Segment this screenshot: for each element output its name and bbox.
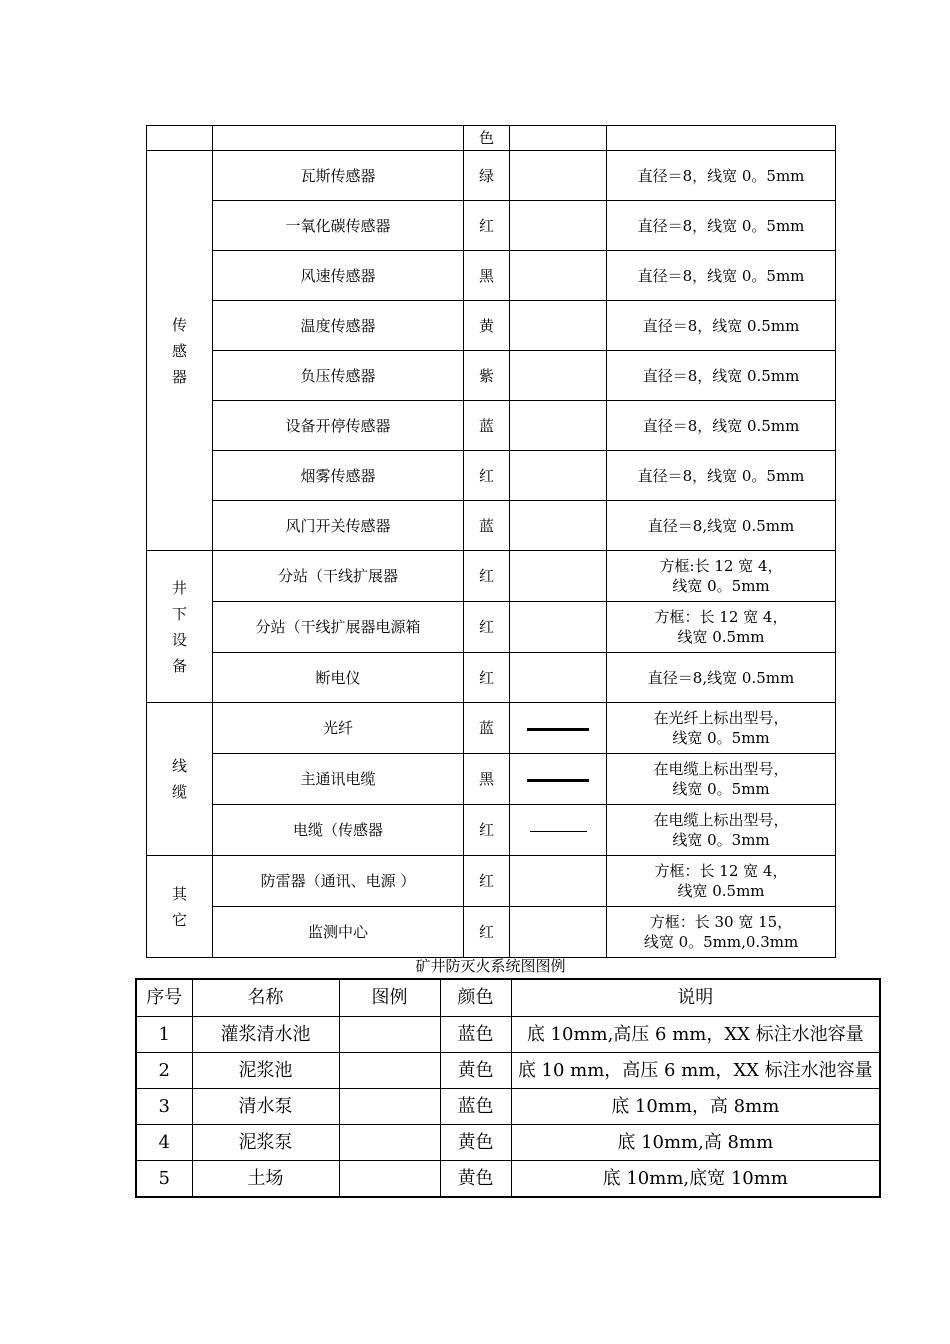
category-char: 其 — [171, 884, 187, 903]
description-line: 线宽 0。5mm,0.3mm — [643, 933, 799, 951]
item-legend-symbol — [510, 856, 607, 907]
cell-name: 土场 — [192, 1161, 339, 1198]
item-description: 直径＝8，线宽 0。5mm — [607, 251, 836, 301]
legend-row — [147, 501, 836, 551]
category-char: 器 — [171, 367, 187, 386]
cell-desc: 底 10mm,高 8mm — [511, 1125, 880, 1161]
item-name: 温度传感器 — [213, 301, 464, 351]
item-description: 直径＝8，线宽 0.5mm — [607, 351, 836, 401]
item-legend-symbol — [510, 201, 607, 251]
item-legend-symbol — [510, 251, 607, 301]
legend-row — [147, 703, 836, 754]
item-legend-symbol — [510, 451, 607, 501]
item-description — [607, 551, 836, 602]
header-cell — [607, 126, 836, 151]
cell-name: 灌浆清水池 — [192, 1017, 339, 1053]
legend-row — [147, 401, 836, 451]
item-name: 分站（干线扩展器电源箱 — [213, 602, 464, 653]
thick-line-icon — [527, 779, 589, 782]
category-char: 设 — [171, 630, 187, 649]
legend-row — [147, 754, 836, 805]
table-row — [136, 1053, 880, 1089]
item-legend-symbol — [510, 703, 607, 754]
cell-name: 清水泵 — [192, 1089, 339, 1125]
item-name: 风门开关传感器 — [213, 501, 464, 551]
legend-row — [147, 201, 836, 251]
cell-index: 3 — [136, 1089, 192, 1125]
description-line: 线宽 0。5mm — [672, 577, 770, 595]
description-line: 在光纤上标出型号， — [653, 709, 789, 727]
description-line: 在电缆上标出型号， — [653, 760, 789, 778]
description-line: 线宽 0。3mm — [672, 831, 770, 849]
header-cell — [147, 126, 213, 151]
thin-line-icon — [530, 831, 587, 832]
cell-name: 泥浆池 — [192, 1053, 339, 1089]
cell-legend — [339, 1089, 440, 1125]
category-char: 井 — [171, 578, 187, 597]
item-description: 直径＝8，线宽 0。5mm — [607, 151, 836, 201]
legend-table-body — [147, 126, 836, 958]
header-cell — [213, 126, 464, 151]
item-description — [607, 856, 836, 907]
item-name: 防雷器（通讯、电源 ） — [213, 856, 464, 907]
item-legend-symbol — [510, 754, 607, 805]
item-description: 直径＝8,线宽 0.5mm — [607, 653, 836, 703]
item-color: 红 — [464, 653, 510, 703]
item-name: 设备开停传感器 — [213, 401, 464, 451]
legend-header-row — [147, 126, 836, 151]
item-legend-symbol — [510, 151, 607, 201]
description-line: 方框:长 12 宽 4， — [659, 557, 783, 575]
category-cell — [147, 703, 213, 856]
description-line: 线宽 0。5mm — [672, 780, 770, 798]
description-line: 在电缆上标出型号， — [653, 811, 789, 829]
legend-row — [147, 551, 836, 602]
legend-row — [147, 602, 836, 653]
category-char: 缆 — [171, 783, 187, 801]
cell-legend — [339, 1161, 440, 1198]
cell-desc: 底 10mm,高压 6 mm，XX 标注水池容量 — [511, 1017, 880, 1053]
cell-index: 1 — [136, 1017, 192, 1053]
cell-index: 2 — [136, 1053, 192, 1089]
item-description — [607, 602, 836, 653]
cell-index: 5 — [136, 1161, 192, 1198]
item-color: 红 — [464, 551, 510, 602]
description-line: 方框：长 12 宽 4， — [654, 862, 788, 880]
item-color: 黄 — [464, 301, 510, 351]
item-color: 红 — [464, 451, 510, 501]
legend-row — [147, 251, 836, 301]
table-row — [136, 1161, 880, 1198]
col-header-name: 名称 — [192, 979, 339, 1017]
cell-desc: 底 10mm,底宽 10mm — [511, 1161, 880, 1198]
legend-row — [147, 907, 836, 958]
legend-row — [147, 151, 836, 201]
cell-color: 蓝色 — [440, 1089, 511, 1125]
cell-color: 黄色 — [440, 1125, 511, 1161]
item-color: 蓝 — [464, 401, 510, 451]
item-description — [607, 754, 836, 805]
item-color: 紫 — [464, 351, 510, 401]
thick-line-icon — [527, 728, 589, 731]
fire-legend-caption: 矿井防灭火系统图图例 — [415, 957, 566, 975]
item-description — [607, 805, 836, 856]
item-name: 监测中心 — [213, 907, 464, 958]
cell-name: 泥浆泵 — [192, 1125, 339, 1161]
col-header-legend: 图例 — [339, 979, 440, 1017]
fire-table-body — [136, 1017, 880, 1198]
description-line: 方框：长 30 宽 15， — [649, 913, 793, 931]
item-name: 一氧化碳传感器 — [213, 201, 464, 251]
category-cell — [147, 856, 213, 958]
legend-row — [147, 805, 836, 856]
category-char: 感 — [171, 341, 187, 360]
item-color: 绿 — [464, 151, 510, 201]
legend-row — [147, 856, 836, 907]
item-description: 直径＝8，线宽 0。5mm — [607, 451, 836, 501]
category-char: 下 — [171, 604, 187, 623]
item-color: 红 — [464, 602, 510, 653]
category-char: 传 — [171, 315, 187, 334]
item-color: 红 — [464, 805, 510, 856]
item-description — [607, 703, 836, 754]
category-cell — [147, 151, 213, 551]
item-color: 红 — [464, 907, 510, 958]
cell-color: 黄色 — [440, 1053, 511, 1089]
cell-desc: 底 10 mm，高压 6 mm，XX 标注水池容量 — [511, 1053, 880, 1089]
item-legend-symbol — [510, 907, 607, 958]
description-line: 线宽 0.5mm — [677, 882, 765, 900]
table-row — [136, 1017, 880, 1053]
cell-index: 4 — [136, 1125, 192, 1161]
item-name: 风速传感器 — [213, 251, 464, 301]
item-name: 瓦斯传感器 — [213, 151, 464, 201]
legend-table — [146, 125, 836, 958]
col-header-desc: 说明 — [511, 979, 880, 1017]
item-legend-symbol — [510, 501, 607, 551]
header-color-cell: 色 — [464, 126, 510, 151]
legend-row — [147, 451, 836, 501]
item-color: 黑 — [464, 251, 510, 301]
category-char: 线 — [171, 757, 187, 775]
item-name: 断电仪 — [213, 653, 464, 703]
item-legend-symbol — [510, 401, 607, 451]
item-color: 黑 — [464, 754, 510, 805]
item-description: 直径＝8，线宽 0.5mm — [607, 401, 836, 451]
item-legend-symbol — [510, 653, 607, 703]
col-header-color: 颜色 — [440, 979, 511, 1017]
legend-row — [147, 351, 836, 401]
item-description: 直径＝8，线宽 0.5mm — [607, 301, 836, 351]
legend-row — [147, 301, 836, 351]
item-legend-symbol — [510, 351, 607, 401]
cell-color: 蓝色 — [440, 1017, 511, 1053]
legend-row — [147, 653, 836, 703]
category-char: 备 — [171, 656, 187, 675]
table-row — [136, 1089, 880, 1125]
category-char: 它 — [171, 910, 187, 929]
item-name: 主通讯电缆 — [213, 754, 464, 805]
cell-legend — [339, 1053, 440, 1089]
item-description: 直径＝8，线宽 0。5mm — [607, 201, 836, 251]
item-name: 光纤 — [213, 703, 464, 754]
cell-desc: 底 10mm，高 8mm — [511, 1089, 880, 1125]
category-cell — [147, 551, 213, 703]
item-name: 烟雾传感器 — [213, 451, 464, 501]
item-legend-symbol — [510, 602, 607, 653]
item-color: 蓝 — [464, 501, 510, 551]
item-legend-symbol — [510, 551, 607, 602]
description-line: 线宽 0。5mm — [672, 729, 770, 747]
fire-legend-table — [135, 978, 881, 1198]
col-header-index: 序号 — [136, 979, 192, 1017]
item-legend-symbol — [510, 301, 607, 351]
item-description: 直径＝8,线宽 0.5mm — [607, 501, 836, 551]
cell-color: 黄色 — [440, 1161, 511, 1198]
item-name: 电缆（传感器 — [213, 805, 464, 856]
fire-table-header-row — [136, 979, 880, 1017]
item-name: 负压传感器 — [213, 351, 464, 401]
description-line: 线宽 0.5mm — [677, 628, 765, 646]
item-color: 蓝 — [464, 703, 510, 754]
description-line: 方框：长 12 宽 4， — [654, 608, 788, 626]
cell-legend — [339, 1125, 440, 1161]
item-legend-symbol — [510, 805, 607, 856]
item-description — [607, 907, 836, 958]
item-color: 红 — [464, 856, 510, 907]
header-cell — [510, 126, 607, 151]
cell-legend — [339, 1017, 440, 1053]
item-name: 分站（干线扩展器 — [213, 551, 464, 602]
table-row — [136, 1125, 880, 1161]
item-color: 红 — [464, 201, 510, 251]
